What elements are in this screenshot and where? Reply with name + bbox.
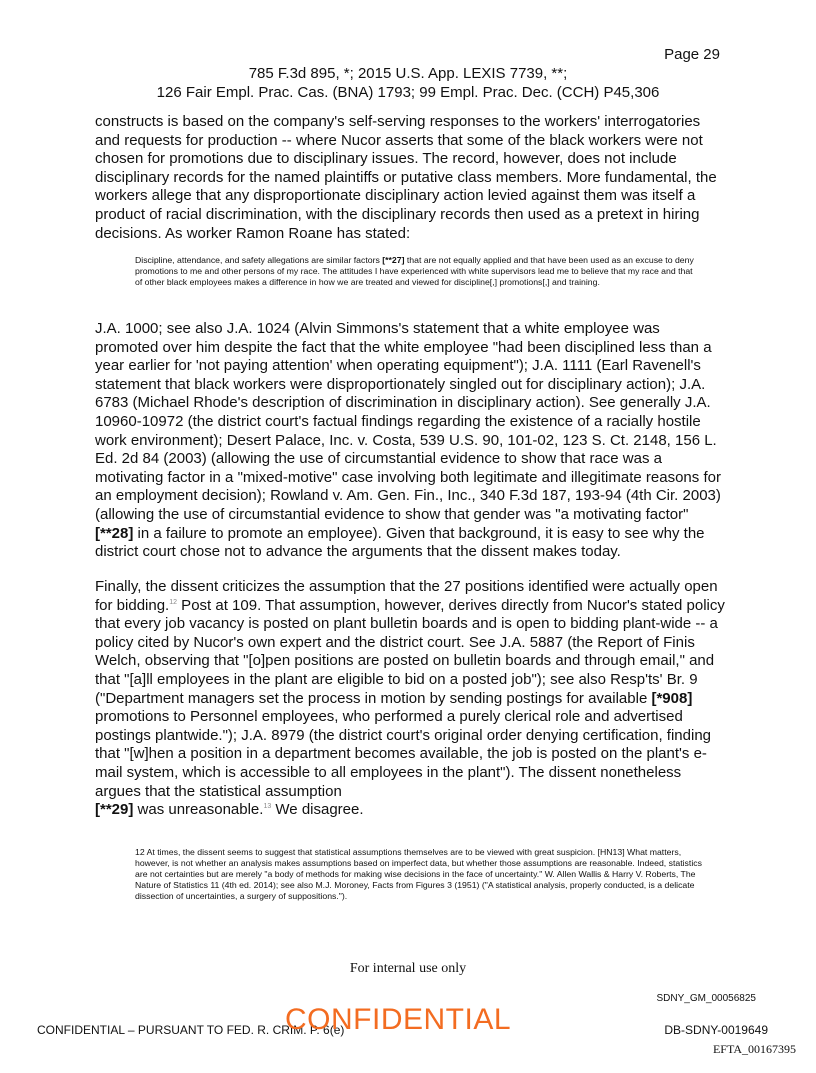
bates-db-sdny: DB-SDNY-0019649 [664, 1023, 768, 1037]
paragraph-3-part-2: Post at 109. That assumption, however, derives directly from Nucor's stated policy that every job vacancy is posted on plant bulletin boards and is open to bidding plant-wide -- a policy cited by Nucor's own expert and the district court. See J.A. 5887 (the Report of Finis Welch, observing that "[o]pen positions are posted on bulletin boards and through email," and that "[a]ll employees in the plant are eligible to bid on a posted job"); see also Resp'ts' Br. 9 ("Department managers set the process in motion by sending postings for available [95, 596, 725, 707]
citation-line-1: 785 F.3d 895, *; 2015 U.S. App. LEXIS 7739, **; [248, 65, 568, 82]
pin-cite-28: [**28] [95, 524, 134, 542]
block-quote [135, 255, 695, 288]
quote-text-after: that are not equally applied and that have been used as an excuse to deny promotions to me and other persons of my race. The attitudes I have experienced with white supervisors lead me to believe that my race and that of other black employees makes a difference in how we are treated and viewed for discipline[,] promotions[,] and training. [135, 255, 694, 287]
page-number: Page 29 [664, 46, 720, 63]
paragraph-3-part-5: We disagree. [271, 801, 364, 819]
paragraph-3-part-1: Finally, the dissent criticizes the assumption that the 27 positions identified were actually open for bidding. [95, 578, 718, 614]
paragraph-1-text: constructs is based on the company's self-serving responses to the workers' interrogatories and requests for production -- where Nucor asserts that some of the black workers were not chosen for promotions due to disciplinary issues. The record, however, does not include disciplinary records for the named plaintiffs or putative class members. More fundamental, the workers allege that any disproportionate disciplinary action levied against them was itself a product of racial discrimination, with the disciplinary records then used as a pretext in hiring decisions. As worker Ramon Roane has stated: [95, 113, 717, 242]
footnote-12: 12 At times, the dissent seems to suggest that statistical assumptions themselves are to be viewed with great suspicion. [HN13] What matters, however, is not whether an analysis makes assumptions based on imperfect data, but whether those assumptions are reasonable. Indeed, statistics are not certainties but are merely "a body of methods for making wise decisions in the face of uncertainty." W. Allen Wallis & Harry V. Roberts, The Nature of Statistics 11 (4th ed. 2014); see also M.J. Moroney, Facts from Figures 3 (1951) ("A statistical analysis, properly conducted, is a delicate dissection of uncertainties, a surgery of suppositions."). [135, 847, 702, 901]
confidential-stamp: CONFIDENTIAL [285, 1003, 512, 1036]
pin-cite-908: [*908] [651, 689, 693, 707]
case-citation [0, 64, 816, 102]
paragraph-3-part-3: promotions to Personnel employees, who performed a purely clerical role and advertised postings plantwide."); J.A. 8979 (the district court's original order denying certification, finding that "[w]hen a position in a department becomes available, the job is posted on the plant's e-mail system, which is accessible to all employees in the plant"). The dissent nonetheless argues that the statistical assumption [95, 708, 712, 800]
footnote-marker-13[interactable]: 13 [263, 803, 272, 811]
pin-cite-27: [**27] [382, 255, 405, 265]
paragraph-2-text-after: in a failure to promote an employee). Given that background, it is easy to see why the district court chose not to advance the arguments that the dissent makes today. [95, 524, 705, 561]
footnote-marker-12[interactable]: 12 [169, 598, 178, 606]
paragraph-2 [95, 320, 725, 562]
confidential-notice: CONFIDENTIAL – PURSUANT TO FED. R. CRIM. P. 6(e) [37, 1023, 345, 1037]
pin-cite-29: [**29] [95, 801, 134, 819]
paragraph-3-part-4: was unreasonable. [133, 801, 264, 819]
efta-number: EFTA_00167395 [712, 1042, 796, 1056]
citation-line-2: 126 Fair Empl. Prac. Cas. (BNA) 1793; 99 Empl. Prac. Dec. (CCH) P45,306 [156, 84, 660, 101]
paragraph-2-text-before: J.A. 1000; see also J.A. 1024 (Alvin Simmons's statement that a white employee was promoted over him despite the fact that the white employee "had been disciplined less than a year earlier for 'not paying attention' when operating equipment"); J.A. 1111 (Earl Ravenell's statement that black workers were disproportionately singled out for disciplinary action); J.A. 6783 (Michael Rhode's description of discrimination in disciplinary action). See generally J.A. 10960-10972 (the district court's factual findings regarding the existence of a racially hostile work environment); Desert Palace, Inc. v. Costa, 539 U.S. 90, 101-02, 123 S. Ct. 2148, 156 L. Ed. 2d 84 (2003) (allowing the use of circumstantial evidence to show that race was a motivating factor in a "mixed-motive" case involving both legitimate and illegitimate reasons for an employment decision); Rowland v. Am. Gen. Fin., Inc., 340 F.3d 187, 193-94 (4th Cir. 2003) (allowing the use of circumstantial evidence to show that gender was "a motivating factor" [95, 320, 721, 523]
quote-text-before: Discipline, attendance, and safety allegations are similar factors [135, 255, 383, 265]
bates-sdny-gm: SDNY_GM_00056825 [656, 993, 756, 1004]
internal-use-notice: For internal use only [349, 961, 467, 976]
paragraph-3 [95, 578, 725, 820]
paragraph-1 [95, 113, 725, 243]
